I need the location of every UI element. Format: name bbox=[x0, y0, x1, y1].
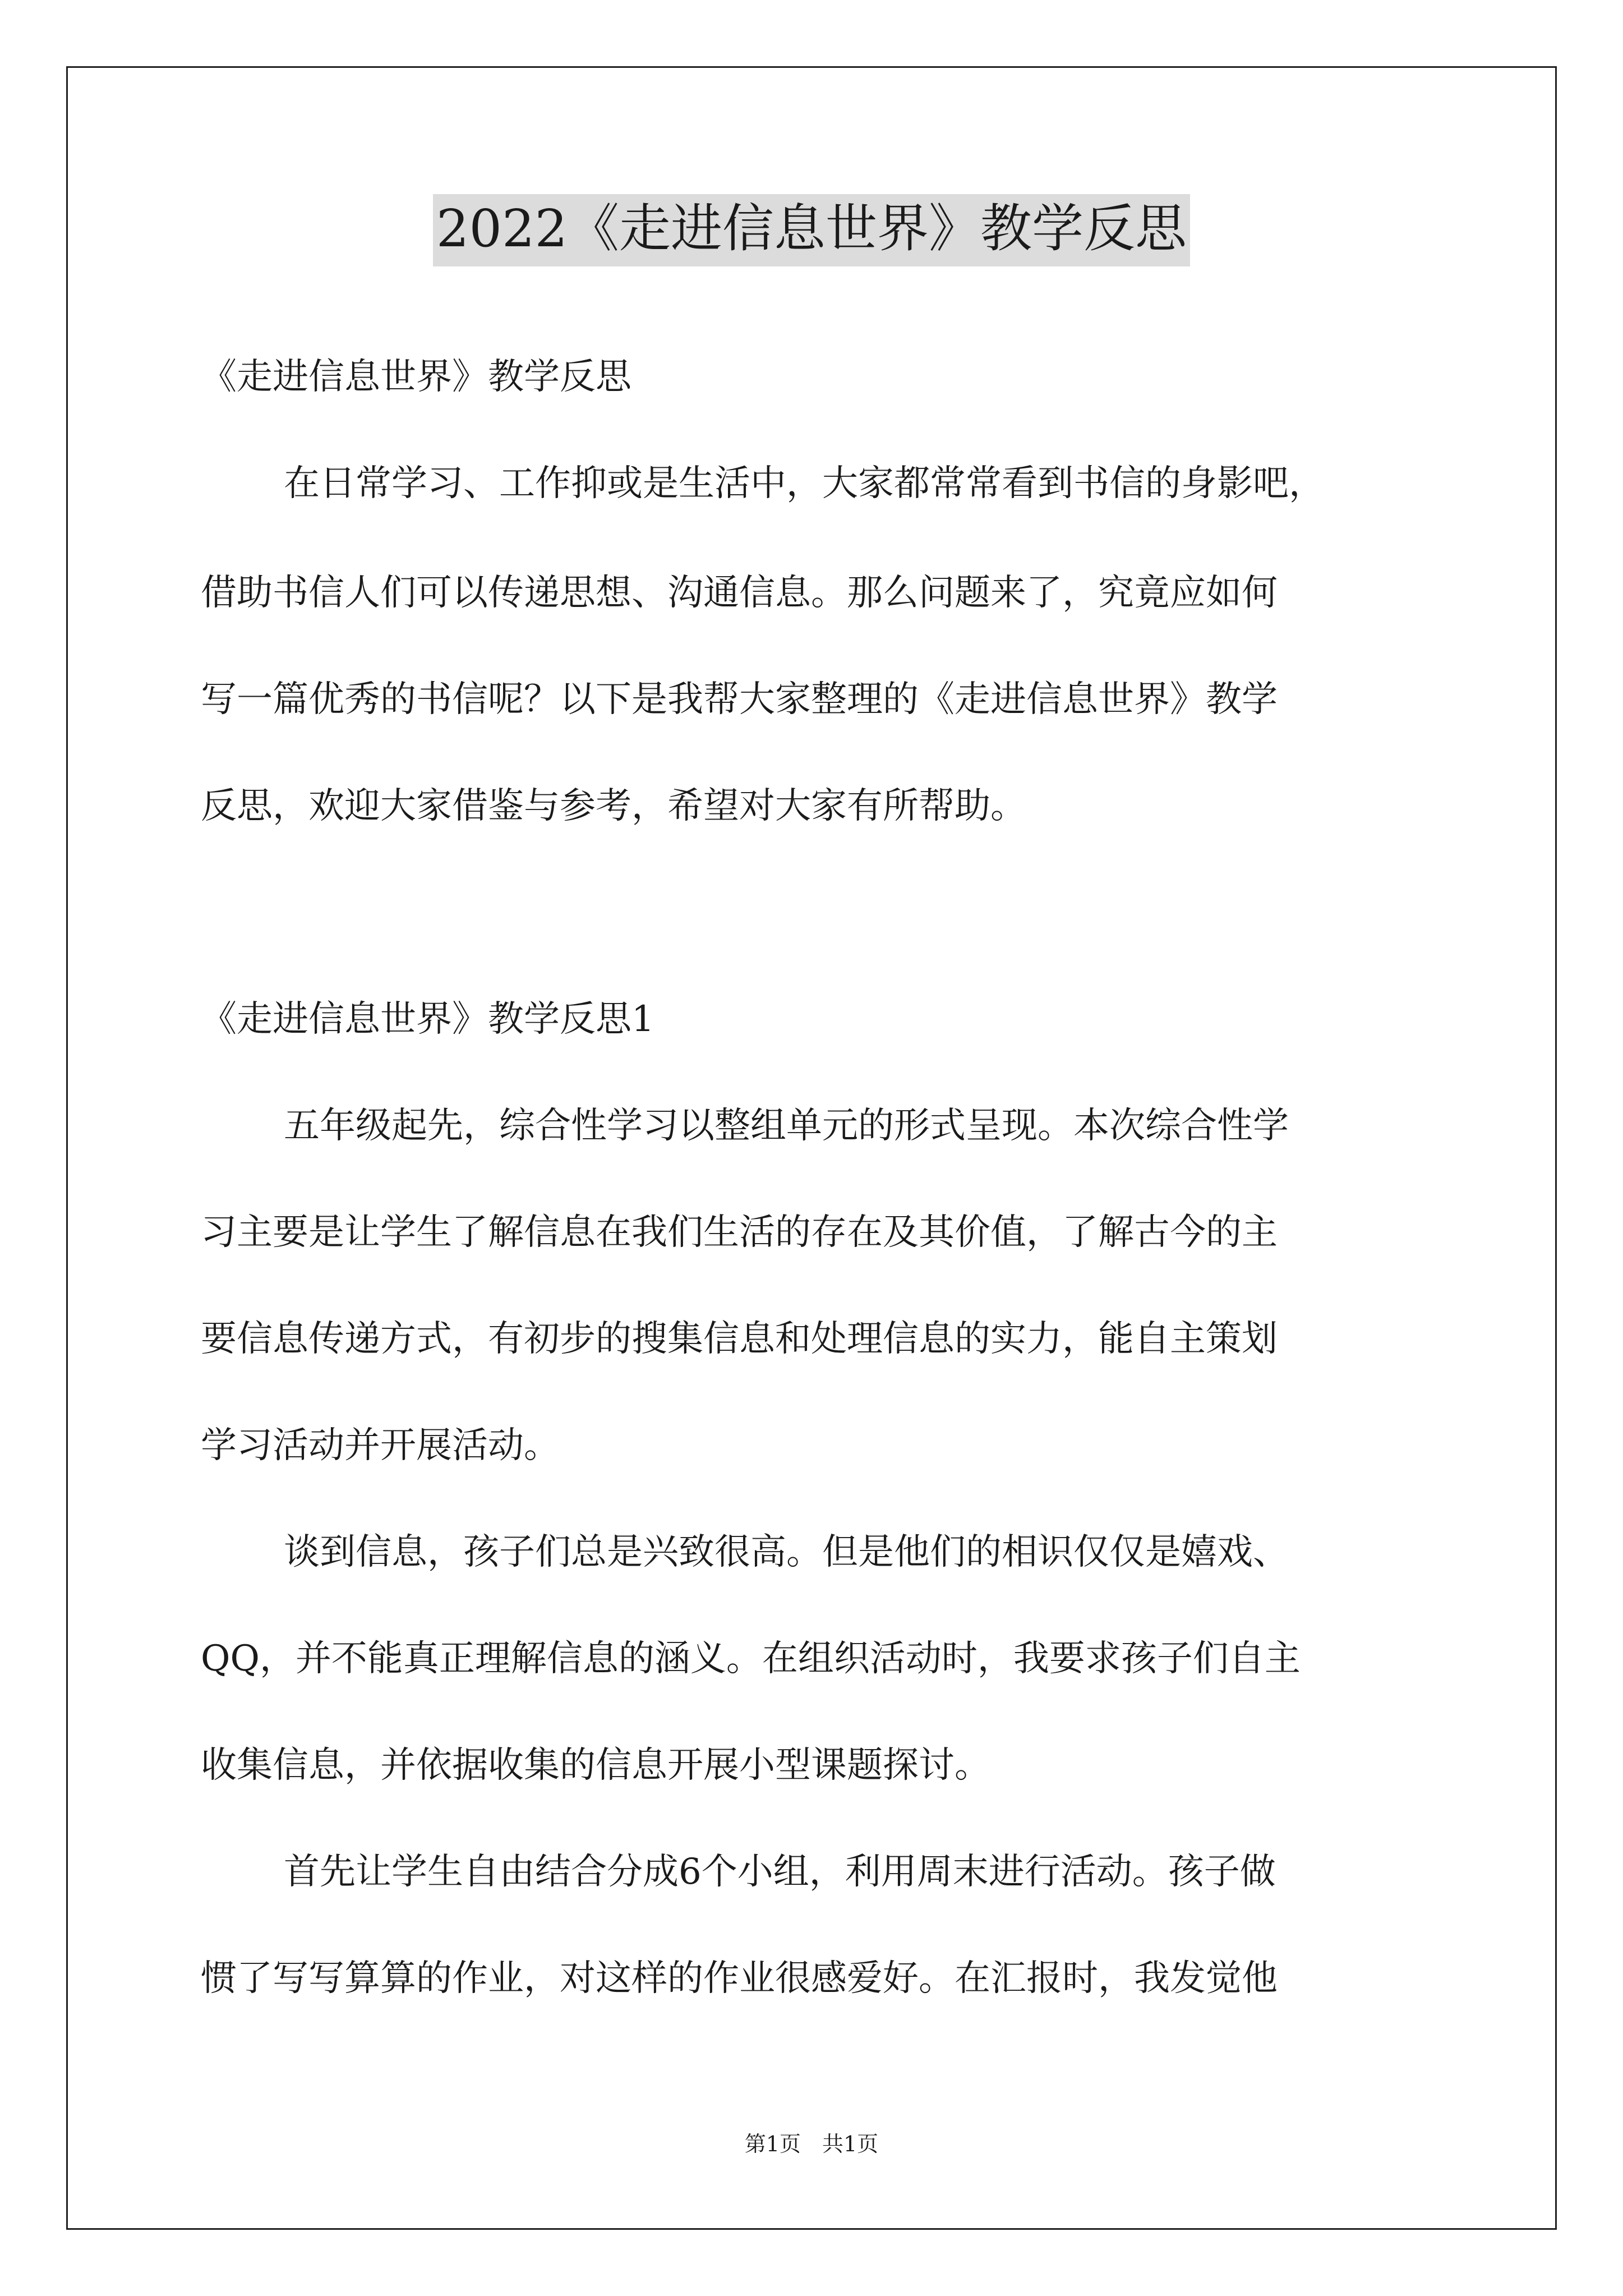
intro-line-2: 借助书信人们可以传递思想、沟通信息。那么问题来了，究竟应如何 bbox=[201, 572, 1278, 614]
paragraph3-line-1: 首先让学生自由结合分成6个小组，利用周末进行活动。孩子做 bbox=[284, 1851, 1276, 1893]
paragraph1-line-4: 学习活动并开展活动。 bbox=[201, 1425, 560, 1466]
intro-line-4: 反思，欢迎大家借鉴与参考，希望对大家有所帮助。 bbox=[201, 785, 1026, 827]
paragraph1-line-1: 五年级起先，综合性学习以整组单元的形式呈现。本次综合性学 bbox=[284, 1105, 1289, 1147]
section-heading: 《走进信息世界》教学反思1 bbox=[201, 999, 654, 1040]
paragraph1-line-2: 习主要是让学生了解信息在我们生活的存在及其价值，了解古今的主 bbox=[201, 1212, 1278, 1253]
intro-line-3: 写一篇优秀的书信呢？以下是我帮大家整理的《走进信息世界》教学 bbox=[201, 679, 1278, 720]
intro-line-1: 在日常学习、工作抑或是生活中，大家都常常看到书信的身影吧， bbox=[284, 463, 1325, 504]
page-number: 第1页 共1页 bbox=[744, 2132, 879, 2156]
paragraph2-line-3: 收集信息，并依据收集的信息开展小型课题探讨。 bbox=[201, 1745, 990, 1786]
paragraph3-line-2: 惯了写写算算的作业，对这样的作业很感爱好。在汇报时，我发觉他 bbox=[201, 1958, 1278, 1999]
document-title-text: 2022《走进信息世界》教学反思 bbox=[433, 194, 1190, 266]
document-title bbox=[0, 199, 1623, 259]
paragraph2-line-1: 谈到信息，孩子们总是兴致很高。但是他们的相识仅仅是嬉戏、 bbox=[284, 1531, 1289, 1573]
subtitle: 《走进信息世界》教学反思 bbox=[201, 356, 631, 398]
paragraph1-line-3: 要信息传递方式，有初步的搜集信息和处理信息的实力，能自主策划 bbox=[201, 1318, 1278, 1360]
paragraph2-line-2: QQ，并不能真正理解信息的涵义。在组织活动时，我要求孩子们自主 bbox=[201, 1638, 1301, 1680]
